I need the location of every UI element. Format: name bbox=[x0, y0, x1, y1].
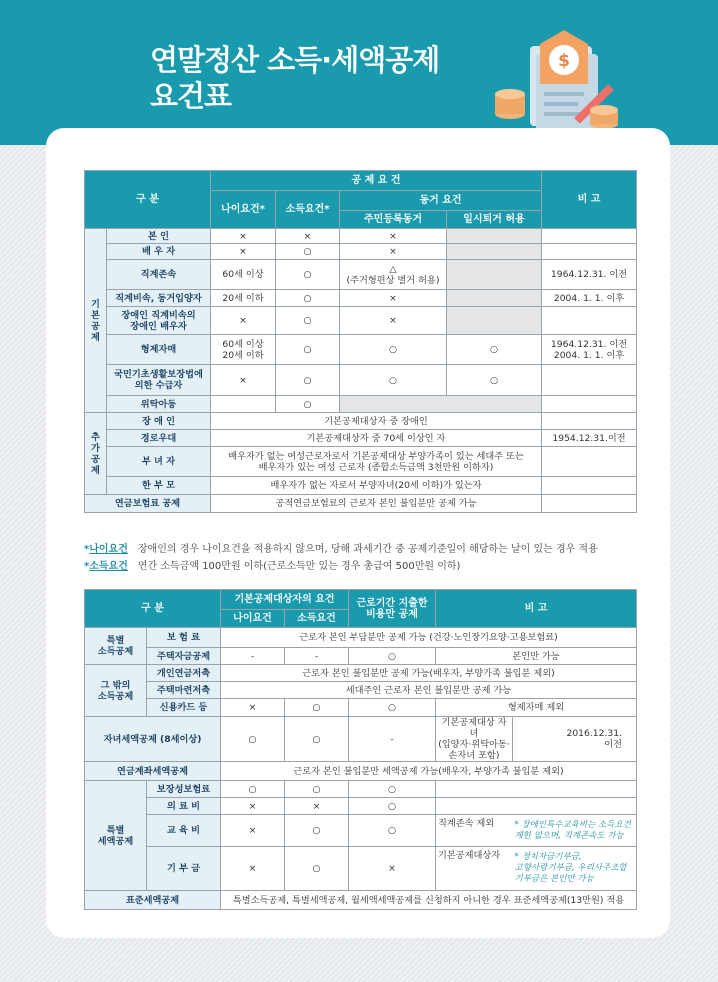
row-text: 세대주인 근로자 본인 불입분만 공제 가능 bbox=[221, 682, 637, 699]
group-other-income: 그 밖의 소득공제 bbox=[85, 665, 147, 717]
cell-remark: 직계존속 제외 bbox=[436, 815, 513, 847]
cell-income: ○ bbox=[285, 781, 349, 798]
cell-remark bbox=[436, 781, 637, 798]
cell-period: ○ bbox=[349, 798, 436, 815]
cell-temporary: ○ bbox=[447, 335, 542, 365]
row-label: 교 육 비 bbox=[147, 815, 221, 847]
row-label: 주택마련저축 bbox=[147, 682, 221, 699]
cell-age: × bbox=[221, 847, 285, 891]
row-label: 배 우 자 bbox=[107, 244, 211, 260]
cell-age: ○ bbox=[221, 717, 285, 762]
row-text: 배우자가 없는 자로서 부양자녀(20세 이하)가 있는자 bbox=[211, 477, 542, 495]
cell-remark: 1964.12.31. 이전 2004. 1. 1. 이후 bbox=[542, 335, 637, 365]
row-label: 직계비속, 동거입양자 bbox=[107, 290, 211, 307]
cell-income: ○ bbox=[276, 260, 340, 290]
header-dependent: 기본공제대상자의 요건 bbox=[221, 590, 349, 610]
footnote-key: 소득요건 bbox=[89, 561, 128, 572]
header-income: 소득요건* bbox=[276, 191, 340, 229]
row-label: 보장성보험료 bbox=[147, 781, 221, 798]
cell-temporary: ○ bbox=[447, 365, 542, 396]
cell-age: × bbox=[221, 815, 285, 847]
cell-cohab bbox=[340, 396, 542, 413]
group-special-tax: 특별 세액공제 bbox=[85, 781, 147, 891]
header-income: 소득요건 bbox=[285, 610, 349, 628]
cell-age: 20세 이하 bbox=[211, 290, 276, 307]
cell-note: * 정치자금기부금, 고향사랑기부금, 우리사주조합 기부금은 본인만 가능 bbox=[513, 847, 637, 891]
footnote-text: 장애인의 경우 나이요건을 적용하지 않으며, 당해 과세기간 중 공제기준일이 해당하는 날이 있는 경우 적용 bbox=[137, 544, 598, 555]
page-title bbox=[150, 42, 439, 114]
cell-remark bbox=[542, 413, 637, 430]
cell-temporary bbox=[447, 307, 542, 335]
cell-registered: △ (주거형편상 별거 허용) bbox=[340, 260, 447, 290]
cell-age: × bbox=[211, 365, 276, 396]
cell-age: × bbox=[211, 229, 276, 244]
cell-remark-date: 2016.12.31. 이전 bbox=[513, 717, 637, 762]
header-remarks: 비 고 bbox=[542, 171, 637, 229]
footnote-key: 나이요건 bbox=[89, 544, 128, 555]
cell-age bbox=[211, 396, 276, 413]
cell-income: ○ bbox=[285, 699, 349, 717]
cell-remark bbox=[542, 396, 637, 413]
cell-period: ○ bbox=[349, 781, 436, 798]
title-line-2: 요건표 bbox=[150, 79, 232, 113]
cell-income: ○ bbox=[285, 847, 349, 891]
cell-remark bbox=[542, 244, 637, 260]
header-category: 구 분 bbox=[85, 171, 211, 229]
cell-age: 60세 이상 20세 이하 bbox=[211, 335, 276, 365]
pension-deduction-remark bbox=[542, 495, 637, 513]
svg-text:$: $ bbox=[558, 51, 570, 71]
cell-income: - bbox=[285, 648, 349, 665]
row-label: 신용카드 등 bbox=[147, 699, 221, 717]
row-label: 보 험 료 bbox=[147, 628, 221, 648]
deduction-requirements-table bbox=[84, 170, 637, 513]
cell-income: ○ bbox=[276, 365, 340, 396]
row-label: 국민기초생활보장법에 의한 수급자 bbox=[107, 365, 211, 396]
row-label: 위탁아동 bbox=[107, 396, 211, 413]
cell-registered: × bbox=[340, 229, 447, 244]
cell-remark bbox=[542, 365, 637, 396]
row-label: 기 부 금 bbox=[147, 847, 221, 891]
row-label: 자녀세액공제 (8세이상) bbox=[85, 717, 221, 762]
row-label: 의 료 비 bbox=[147, 798, 221, 815]
row-label: 개인연금저축 bbox=[147, 665, 221, 682]
cell-age: × bbox=[211, 244, 276, 260]
cell-remark bbox=[542, 447, 637, 477]
cell-registered: × bbox=[340, 244, 447, 260]
row-label: 직계존속 bbox=[107, 260, 211, 290]
cell-remark: 2004. 1. 1. 이후 bbox=[542, 290, 637, 307]
cell-temporary bbox=[447, 290, 542, 307]
header-period: 근로기간 지출한 비용만 공제 bbox=[349, 590, 436, 628]
other-deduction-table bbox=[84, 589, 637, 910]
pension-deduction-label: 연금보험료 공제 bbox=[85, 495, 211, 513]
cell-income: ○ bbox=[276, 290, 340, 307]
cell-income: ○ bbox=[276, 244, 340, 260]
cell-registered: ○ bbox=[340, 335, 447, 365]
cell-temporary bbox=[447, 244, 542, 260]
cell-age: - bbox=[221, 648, 285, 665]
footnote-star: * bbox=[84, 561, 90, 572]
row-label: 연금계좌세액공제 bbox=[85, 762, 221, 781]
row-label: 본 인 bbox=[107, 229, 211, 244]
row-label: 주택자금공제 bbox=[147, 648, 221, 665]
cell-period: ○ bbox=[349, 699, 436, 717]
cell-age: × bbox=[211, 307, 276, 335]
row-text: 근로자 본인 불입분만 공제 가능(배우자, 부양가족 불입분 제외) bbox=[221, 665, 637, 682]
cell-registered: × bbox=[340, 307, 447, 335]
cell-temporary bbox=[447, 229, 542, 244]
header-temporary: 일시퇴거 허용 bbox=[447, 211, 542, 229]
cell-income: ○ bbox=[285, 717, 349, 762]
tax-document-illustration bbox=[492, 22, 627, 137]
cell-remark: 본인만 가능 bbox=[436, 648, 637, 665]
cell-age: 60세 이상 bbox=[211, 260, 276, 290]
header-age: 나이요건* bbox=[211, 191, 276, 229]
cell-remark: 1954.12.31.이전 bbox=[542, 430, 637, 447]
cell-period: - bbox=[349, 717, 436, 762]
footnote-star: * bbox=[84, 544, 90, 555]
group-special-income: 특별 소득공제 bbox=[85, 628, 147, 665]
cell-income: ○ bbox=[285, 815, 349, 847]
row-text: 기본공제대상자 중 70세 이상인 자 bbox=[211, 430, 542, 447]
cell-income: × bbox=[276, 229, 340, 244]
cell-age: × bbox=[221, 798, 285, 815]
row-label: 부 녀 자 bbox=[107, 447, 211, 477]
footnote-income bbox=[84, 557, 460, 572]
cell-period: ○ bbox=[349, 648, 436, 665]
header-cohabitation: 동거 요건 bbox=[340, 191, 542, 211]
cell-age: × bbox=[221, 699, 285, 717]
cell-temporary bbox=[447, 260, 542, 290]
row-text: 특별소득공제, 특별세액공제, 월세액세액공제를 신청하지 아니한 경우 표준세액공제(13만원) 적용 bbox=[221, 891, 637, 910]
group-basic-deduction: 기 본 공 제 bbox=[85, 229, 107, 413]
row-label: 한 부 모 bbox=[107, 477, 211, 495]
cell-note: * 장애인특수교육비는 소득요건 제한 없으며, 직계존속도 가능 bbox=[513, 815, 637, 847]
cell-remark bbox=[542, 477, 637, 495]
cell-remark bbox=[542, 307, 637, 335]
footnote-age bbox=[84, 540, 598, 555]
header-requirements: 공 제 요 건 bbox=[211, 171, 542, 191]
row-label: 형제자매 bbox=[107, 335, 211, 365]
cell-registered: × bbox=[340, 290, 447, 307]
row-label: 장 애 인 bbox=[107, 413, 211, 430]
row-text: 배우자가 없는 여성근로자로서 기본공제대상 부양가족이 있는 세대주 또는 배우자가 있는 여성 근로자 (종합소득금액 3천만원 이하자) bbox=[211, 447, 542, 477]
header-age: 나이요건 bbox=[221, 610, 285, 628]
footnote-text: 연간 소득금액 100만원 이하(근로소득만 있는 경우 총급여 500만원 이하) bbox=[137, 561, 461, 572]
cell-remark bbox=[542, 229, 637, 244]
pension-deduction-text: 공적연금보험료의 근로자 본인 불입분만 공제 가능 bbox=[211, 495, 542, 513]
cell-income: × bbox=[285, 798, 349, 815]
header-registered: 주민등록동거 bbox=[340, 211, 447, 229]
header-category: 구 분 bbox=[85, 590, 221, 628]
cell-remark: 형제자매 제외 bbox=[436, 699, 637, 717]
cell-period: ○ bbox=[349, 815, 436, 847]
cell-age: ○ bbox=[221, 781, 285, 798]
cell-remark: 1964.12.31. 이전 bbox=[542, 260, 637, 290]
group-extra-deduction: 추 가 공 제 bbox=[85, 413, 107, 495]
cell-income: ○ bbox=[276, 396, 340, 413]
header-remarks: 비 고 bbox=[436, 590, 637, 628]
row-text: 근로자 본인 불입분만 세액공제 가능(배우자, 부양가족 불입분 제외) bbox=[221, 762, 637, 781]
cell-income: ○ bbox=[276, 335, 340, 365]
row-label: 표준세액공제 bbox=[85, 891, 221, 910]
cell-period: × bbox=[349, 847, 436, 891]
row-text: 기본공제대상자 중 장애인 bbox=[211, 413, 542, 430]
cell-remark: 기본공제대상 자녀 (입양자·위탁아동·손자녀 포함) bbox=[436, 717, 513, 762]
row-label: 경로우대 bbox=[107, 430, 211, 447]
cell-remark: 기본공제대상자 bbox=[436, 847, 513, 891]
row-text: 근로자 본인 부담분만 공제 가능 (건강·노인장기요양·고용보험료) bbox=[221, 628, 637, 648]
title-line-1: 연말정산 소득·세액공제 bbox=[150, 43, 440, 77]
cell-registered: ○ bbox=[340, 365, 447, 396]
row-label: 장애인 직계비속의 장애인 배우자 bbox=[107, 307, 211, 335]
cell-income: ○ bbox=[276, 307, 340, 335]
cell-remark bbox=[436, 798, 637, 815]
